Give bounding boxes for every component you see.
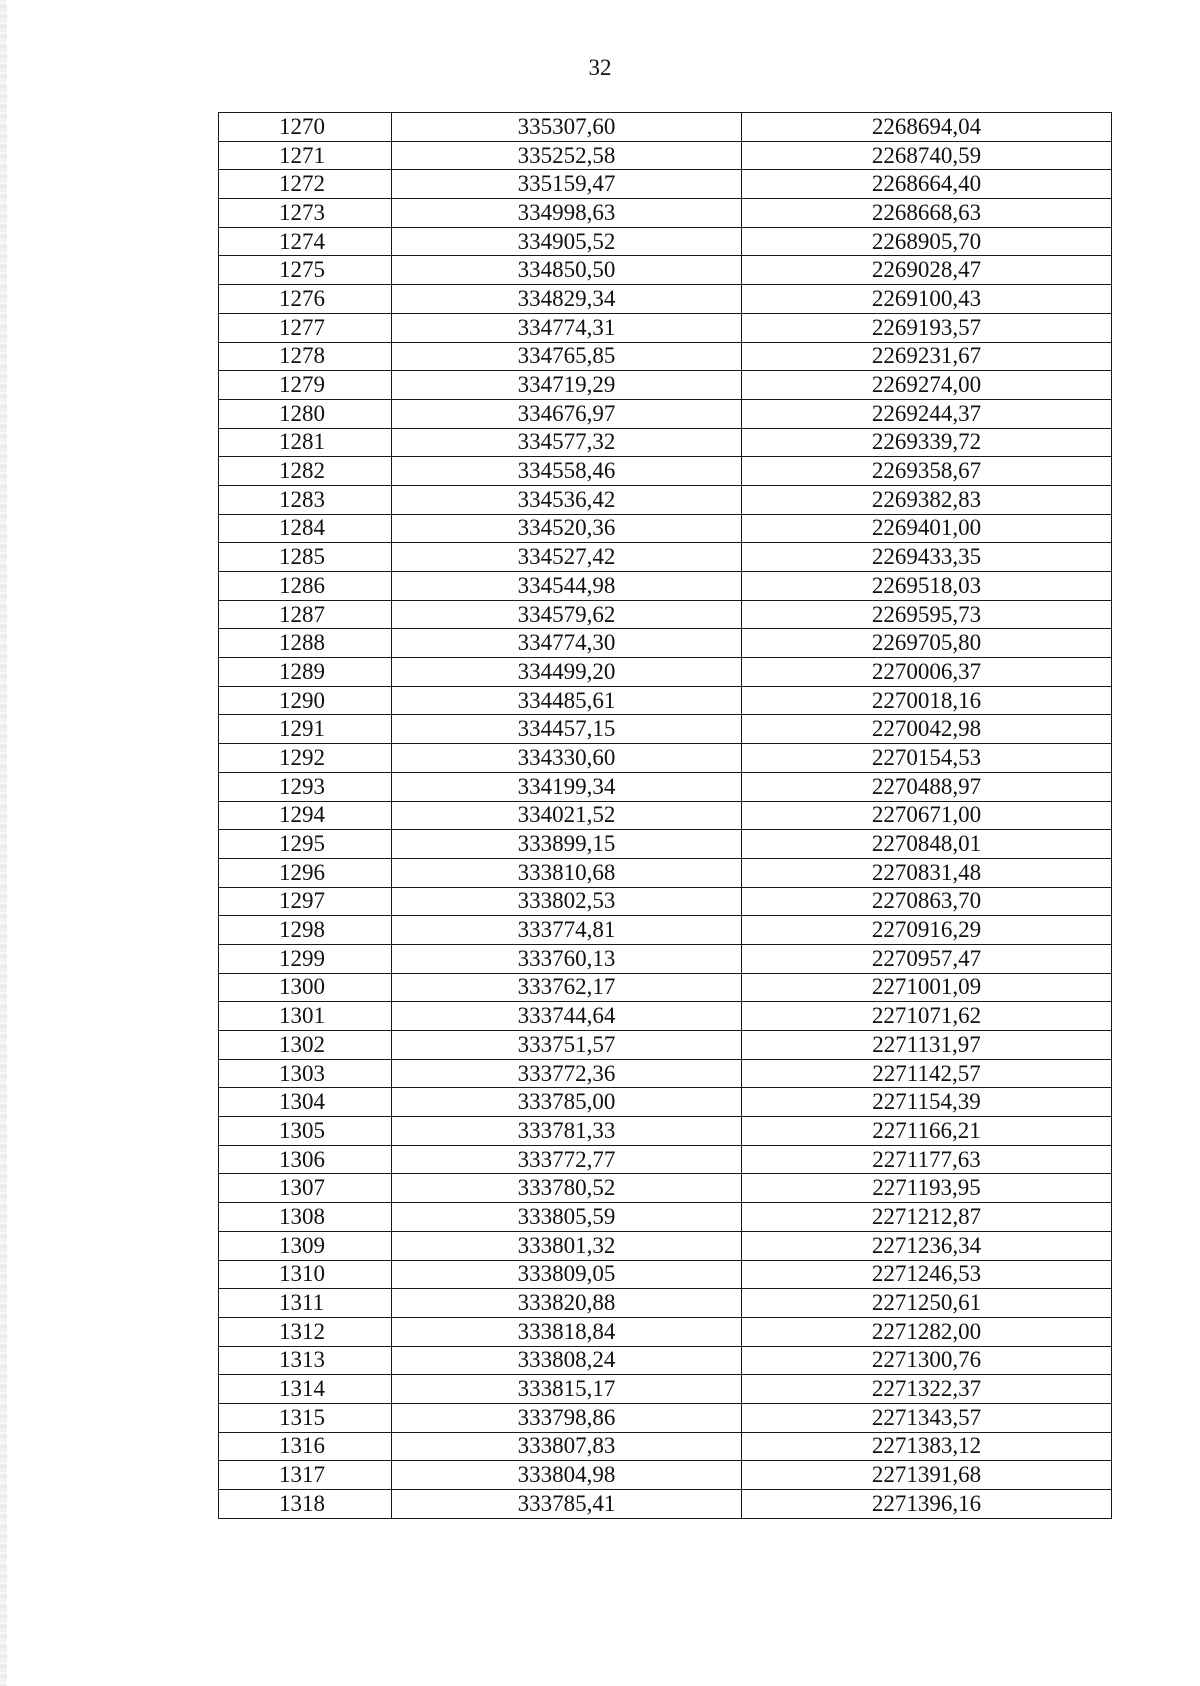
y-coordinate-cell: 2269274,00	[742, 371, 1112, 400]
table-row	[219, 543, 1112, 572]
x-coordinate-cell: 333804,98	[392, 1461, 742, 1490]
y-coordinate-cell: 2268664,40	[742, 170, 1112, 199]
x-coordinate-cell: 334998,63	[392, 199, 742, 228]
table-row	[219, 1289, 1112, 1318]
y-coordinate-cell: 2271193,95	[742, 1174, 1112, 1203]
table-row	[219, 1403, 1112, 1432]
table-row	[219, 1260, 1112, 1289]
table-row	[219, 428, 1112, 457]
y-coordinate-cell: 2271391,68	[742, 1461, 1112, 1490]
point-number-cell: 1310	[219, 1260, 392, 1289]
y-coordinate-cell: 2271001,09	[742, 973, 1112, 1002]
y-coordinate-cell: 2270831,48	[742, 858, 1112, 887]
table-row	[219, 113, 1112, 142]
x-coordinate-cell: 333772,36	[392, 1059, 742, 1088]
x-coordinate-cell: 335159,47	[392, 170, 742, 199]
table-row	[219, 629, 1112, 658]
y-coordinate-cell: 2270006,37	[742, 658, 1112, 687]
table-row	[219, 227, 1112, 256]
point-number-cell: 1312	[219, 1317, 392, 1346]
y-coordinate-cell: 2269244,37	[742, 399, 1112, 428]
point-number-cell: 1281	[219, 428, 392, 457]
point-number-cell: 1282	[219, 457, 392, 486]
point-number-cell: 1298	[219, 916, 392, 945]
point-number-cell: 1286	[219, 572, 392, 601]
point-number-cell: 1293	[219, 772, 392, 801]
x-coordinate-cell: 334850,50	[392, 256, 742, 285]
point-number-cell: 1277	[219, 313, 392, 342]
table-row	[219, 916, 1112, 945]
table-row	[219, 1145, 1112, 1174]
y-coordinate-cell: 2270848,01	[742, 830, 1112, 859]
y-coordinate-cell: 2271322,37	[742, 1375, 1112, 1404]
table-row	[219, 887, 1112, 916]
point-number-cell: 1284	[219, 514, 392, 543]
coordinates-table-body	[219, 113, 1112, 1519]
table-row	[219, 572, 1112, 601]
x-coordinate-cell: 333760,13	[392, 944, 742, 973]
point-number-cell: 1285	[219, 543, 392, 572]
x-coordinate-cell: 333802,53	[392, 887, 742, 916]
point-number-cell: 1318	[219, 1490, 392, 1519]
y-coordinate-cell: 2270916,29	[742, 916, 1112, 945]
x-coordinate-cell: 333820,88	[392, 1289, 742, 1318]
x-coordinate-cell: 334905,52	[392, 227, 742, 256]
y-coordinate-cell: 2271282,00	[742, 1317, 1112, 1346]
table-row	[219, 1490, 1112, 1519]
point-number-cell: 1288	[219, 629, 392, 658]
x-coordinate-cell: 333809,05	[392, 1260, 742, 1289]
y-coordinate-cell: 2269358,67	[742, 457, 1112, 486]
x-coordinate-cell: 334527,42	[392, 543, 742, 572]
x-coordinate-cell: 334544,98	[392, 572, 742, 601]
point-number-cell: 1305	[219, 1117, 392, 1146]
y-coordinate-cell: 2269028,47	[742, 256, 1112, 285]
table-row	[219, 772, 1112, 801]
x-coordinate-cell: 333762,17	[392, 973, 742, 1002]
x-coordinate-cell: 333805,59	[392, 1203, 742, 1232]
table-row	[219, 600, 1112, 629]
point-number-cell: 1315	[219, 1403, 392, 1432]
point-number-cell: 1316	[219, 1432, 392, 1461]
x-coordinate-cell: 334577,32	[392, 428, 742, 457]
point-number-cell: 1295	[219, 830, 392, 859]
y-coordinate-cell: 2271142,57	[742, 1059, 1112, 1088]
y-coordinate-cell: 2268694,04	[742, 113, 1112, 142]
y-coordinate-cell: 2269518,03	[742, 572, 1112, 601]
table-row	[219, 1461, 1112, 1490]
table-row	[219, 715, 1112, 744]
point-number-cell: 1280	[219, 399, 392, 428]
table-row	[219, 1231, 1112, 1260]
table-row	[219, 801, 1112, 830]
y-coordinate-cell: 2270488,97	[742, 772, 1112, 801]
y-coordinate-cell: 2271383,12	[742, 1432, 1112, 1461]
x-coordinate-cell: 333772,77	[392, 1145, 742, 1174]
point-number-cell: 1317	[219, 1461, 392, 1490]
y-coordinate-cell: 2271212,87	[742, 1203, 1112, 1232]
table-row	[219, 1174, 1112, 1203]
x-coordinate-cell: 334457,15	[392, 715, 742, 744]
y-coordinate-cell: 2268668,63	[742, 199, 1112, 228]
y-coordinate-cell: 2271071,62	[742, 1002, 1112, 1031]
point-number-cell: 1272	[219, 170, 392, 199]
y-coordinate-cell: 2269705,80	[742, 629, 1112, 658]
table-row	[219, 485, 1112, 514]
x-coordinate-cell: 333798,86	[392, 1403, 742, 1432]
table-row	[219, 313, 1112, 342]
point-number-cell: 1299	[219, 944, 392, 973]
x-coordinate-cell: 333818,84	[392, 1317, 742, 1346]
y-coordinate-cell: 2270671,00	[742, 801, 1112, 830]
table-row	[219, 1117, 1112, 1146]
point-number-cell: 1287	[219, 600, 392, 629]
point-number-cell: 1283	[219, 485, 392, 514]
point-number-cell: 1307	[219, 1174, 392, 1203]
x-coordinate-cell: 334676,97	[392, 399, 742, 428]
table-row	[219, 285, 1112, 314]
point-number-cell: 1306	[219, 1145, 392, 1174]
y-coordinate-cell: 2270018,16	[742, 686, 1112, 715]
table-row	[219, 1031, 1112, 1060]
point-number-cell: 1292	[219, 744, 392, 773]
y-coordinate-cell: 2270863,70	[742, 887, 1112, 916]
y-coordinate-cell: 2268740,59	[742, 141, 1112, 170]
table-row	[219, 744, 1112, 773]
point-number-cell: 1291	[219, 715, 392, 744]
y-coordinate-cell: 2269231,67	[742, 342, 1112, 371]
y-coordinate-cell: 2271177,63	[742, 1145, 1112, 1174]
x-coordinate-cell: 334485,61	[392, 686, 742, 715]
x-coordinate-cell: 334719,29	[392, 371, 742, 400]
point-number-cell: 1290	[219, 686, 392, 715]
y-coordinate-cell: 2271131,97	[742, 1031, 1112, 1060]
point-number-cell: 1313	[219, 1346, 392, 1375]
table-row	[219, 1432, 1112, 1461]
table-row	[219, 342, 1112, 371]
x-coordinate-cell: 333801,32	[392, 1231, 742, 1260]
table-row	[219, 1059, 1112, 1088]
y-coordinate-cell: 2270042,98	[742, 715, 1112, 744]
y-coordinate-cell: 2269401,00	[742, 514, 1112, 543]
point-number-cell: 1274	[219, 227, 392, 256]
x-coordinate-cell: 333810,68	[392, 858, 742, 887]
table-row	[219, 1375, 1112, 1404]
point-number-cell: 1271	[219, 141, 392, 170]
x-coordinate-cell: 333780,52	[392, 1174, 742, 1203]
y-coordinate-cell: 2271246,53	[742, 1260, 1112, 1289]
x-coordinate-cell: 334579,62	[392, 600, 742, 629]
point-number-cell: 1309	[219, 1231, 392, 1260]
point-number-cell: 1276	[219, 285, 392, 314]
y-coordinate-cell: 2271250,61	[742, 1289, 1112, 1318]
x-coordinate-cell: 334536,42	[392, 485, 742, 514]
x-coordinate-cell: 333899,15	[392, 830, 742, 859]
scan-edge	[0, 0, 7, 1686]
y-coordinate-cell: 2271236,34	[742, 1231, 1112, 1260]
x-coordinate-cell: 334499,20	[392, 658, 742, 687]
coordinates-table	[218, 112, 1112, 1519]
point-number-cell: 1311	[219, 1289, 392, 1318]
table-row	[219, 514, 1112, 543]
x-coordinate-cell: 334199,34	[392, 772, 742, 801]
y-coordinate-cell: 2269382,83	[742, 485, 1112, 514]
x-coordinate-cell: 334021,52	[392, 801, 742, 830]
y-coordinate-cell: 2270957,47	[742, 944, 1112, 973]
point-number-cell: 1279	[219, 371, 392, 400]
table-row	[219, 1088, 1112, 1117]
y-coordinate-cell: 2271343,57	[742, 1403, 1112, 1432]
x-coordinate-cell: 333808,24	[392, 1346, 742, 1375]
x-coordinate-cell: 333807,83	[392, 1432, 742, 1461]
table-row	[219, 1203, 1112, 1232]
y-coordinate-cell: 2271154,39	[742, 1088, 1112, 1117]
y-coordinate-cell: 2269339,72	[742, 428, 1112, 457]
table-row	[219, 1346, 1112, 1375]
y-coordinate-cell: 2271166,21	[742, 1117, 1112, 1146]
table-row	[219, 658, 1112, 687]
point-number-cell: 1296	[219, 858, 392, 887]
point-number-cell: 1314	[219, 1375, 392, 1404]
x-coordinate-cell: 333781,33	[392, 1117, 742, 1146]
y-coordinate-cell: 2271396,16	[742, 1490, 1112, 1519]
point-number-cell: 1308	[219, 1203, 392, 1232]
x-coordinate-cell: 334330,60	[392, 744, 742, 773]
table-row	[219, 944, 1112, 973]
y-coordinate-cell: 2270154,53	[742, 744, 1112, 773]
x-coordinate-cell: 335252,58	[392, 141, 742, 170]
y-coordinate-cell: 2269193,57	[742, 313, 1112, 342]
x-coordinate-cell: 333785,00	[392, 1088, 742, 1117]
point-number-cell: 1273	[219, 199, 392, 228]
x-coordinate-cell: 333774,81	[392, 916, 742, 945]
y-coordinate-cell: 2269433,35	[742, 543, 1112, 572]
table-row	[219, 199, 1112, 228]
x-coordinate-cell: 333785,41	[392, 1490, 742, 1519]
point-number-cell: 1275	[219, 256, 392, 285]
point-number-cell: 1297	[219, 887, 392, 916]
x-coordinate-cell: 334829,34	[392, 285, 742, 314]
x-coordinate-cell: 335307,60	[392, 113, 742, 142]
point-number-cell: 1278	[219, 342, 392, 371]
table-row	[219, 973, 1112, 1002]
table-row	[219, 170, 1112, 199]
x-coordinate-cell: 334765,85	[392, 342, 742, 371]
table-row	[219, 858, 1112, 887]
x-coordinate-cell: 334774,31	[392, 313, 742, 342]
point-number-cell: 1303	[219, 1059, 392, 1088]
point-number-cell: 1294	[219, 801, 392, 830]
x-coordinate-cell: 333744,64	[392, 1002, 742, 1031]
point-number-cell: 1302	[219, 1031, 392, 1060]
page-number: 32	[588, 55, 612, 80]
x-coordinate-cell: 333751,57	[392, 1031, 742, 1060]
point-number-cell: 1301	[219, 1002, 392, 1031]
point-number-cell: 1289	[219, 658, 392, 687]
point-number-cell: 1304	[219, 1088, 392, 1117]
table-row	[219, 686, 1112, 715]
point-number-cell: 1270	[219, 113, 392, 142]
y-coordinate-cell: 2269595,73	[742, 600, 1112, 629]
y-coordinate-cell: 2269100,43	[742, 285, 1112, 314]
table-row	[219, 371, 1112, 400]
point-number-cell: 1300	[219, 973, 392, 1002]
x-coordinate-cell: 334774,30	[392, 629, 742, 658]
x-coordinate-cell: 333815,17	[392, 1375, 742, 1404]
y-coordinate-cell: 2268905,70	[742, 227, 1112, 256]
table-row	[219, 457, 1112, 486]
x-coordinate-cell: 334558,46	[392, 457, 742, 486]
table-row	[219, 830, 1112, 859]
table-row	[219, 141, 1112, 170]
y-coordinate-cell: 2271300,76	[742, 1346, 1112, 1375]
table-row	[219, 1317, 1112, 1346]
table-row	[219, 399, 1112, 428]
table-row	[219, 256, 1112, 285]
table-row	[219, 1002, 1112, 1031]
x-coordinate-cell: 334520,36	[392, 514, 742, 543]
